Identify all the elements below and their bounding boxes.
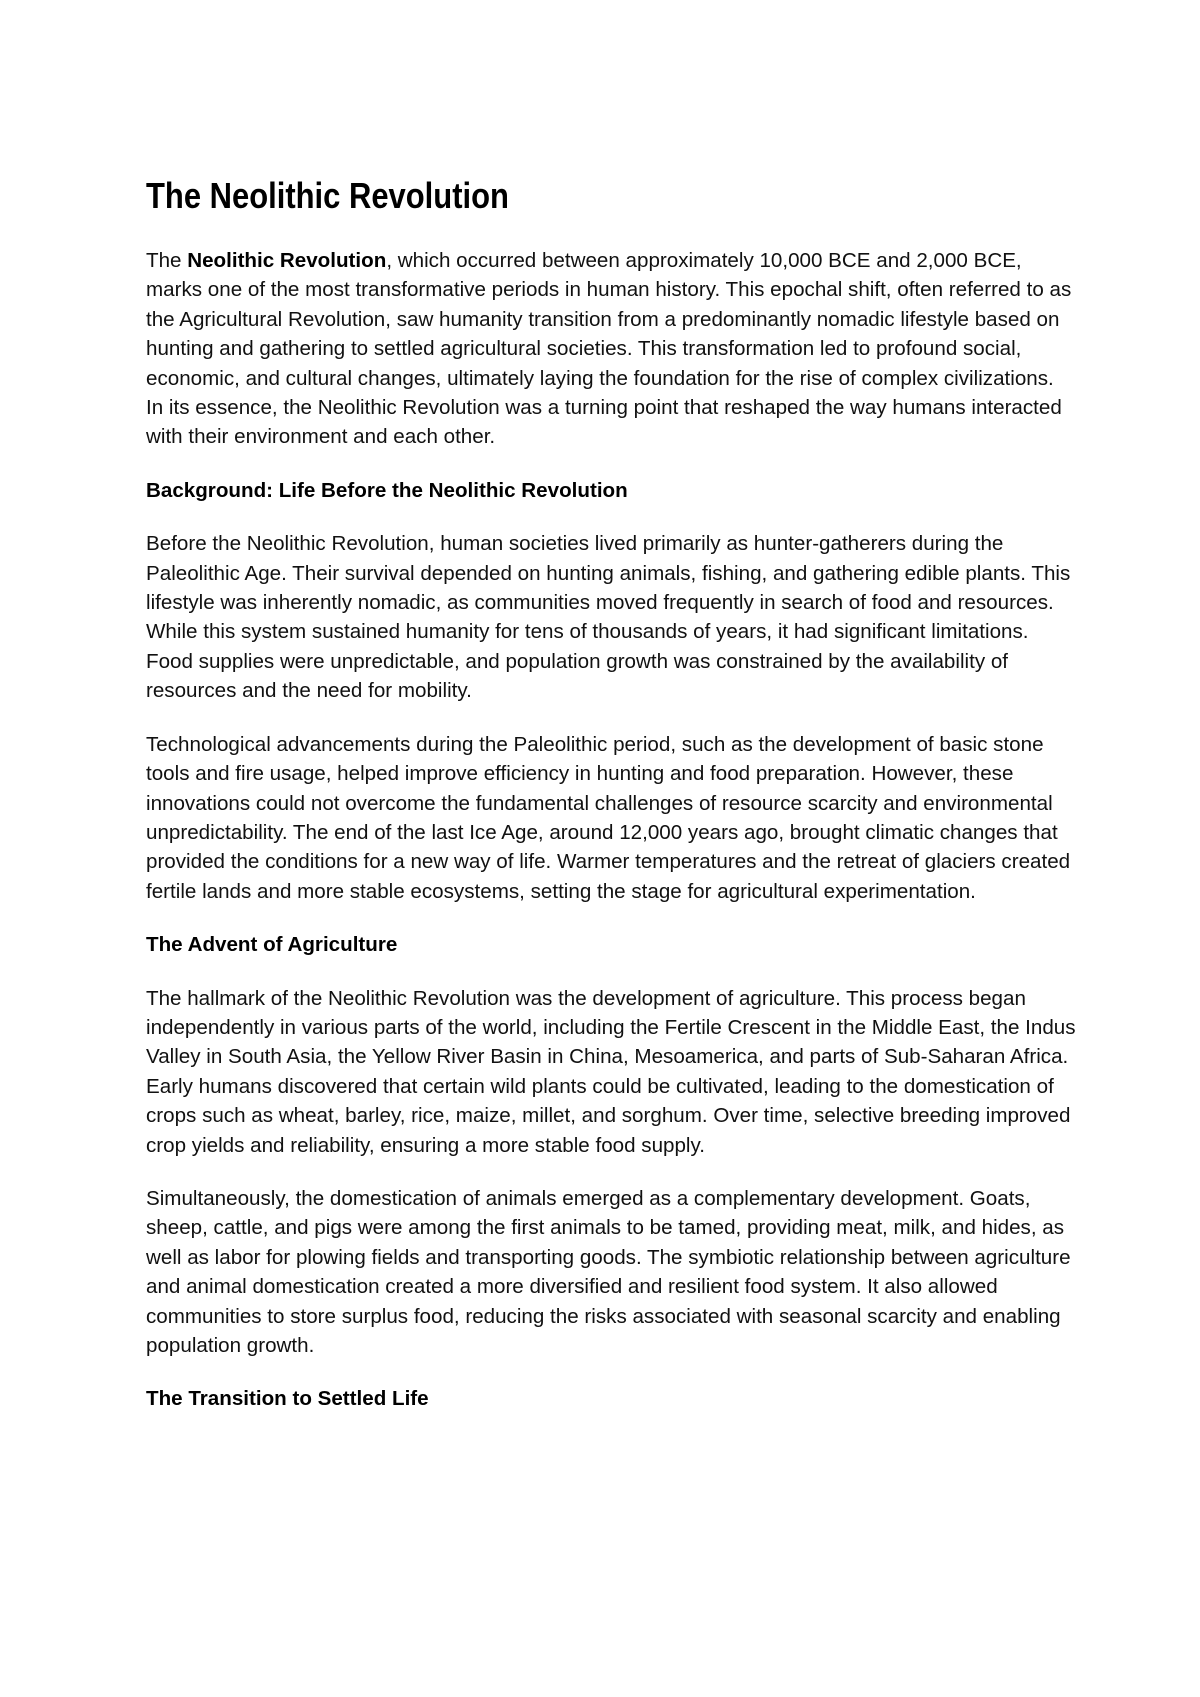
paragraph-agriculture-1: The hallmark of the Neolithic Revolution was the development of agriculture. This process began independently in various parts of the world, including the Fertile Crescent in the Middle East, the Indus Valley in South Asia, the Yellow River Basin in China, Mesoamerica, and parts of Sub-Saharan Africa. Early humans discovered that certain wild plants could be cultivated, leading to the domestication of crops such as wheat, barley, rice, maize, millet, and sorghum. Over time, selective breeding improved crop yields and reliability, ensuring a more stable food supply. <box>146 986 1076 1157</box>
intro-lead: The <box>146 249 188 272</box>
section-heading-background: Background: Life Before the Neolithic Revolution <box>146 478 628 502</box>
paragraph-background-1: Before the Neolithic Revolution, human societies lived primarily as hunter-gatherers during the Paleolithic Age. Their survival depended on hunting animals, fishing, and gathering edible plants. This lifestyle was inherently nomadic, as communities moved frequently in search of food and resources. While this system sustained humanity for tens of thousands of years, it had significant limitations. Food supplies were unpredictable, and population growth was constrained by the availability of resources and the need for mobility. <box>146 532 1071 703</box>
section-heading-advent-of-agriculture: The Advent of Agriculture <box>146 933 398 957</box>
section-heading-transition-to-settled-life: The Transition to Settled Life <box>146 1387 429 1411</box>
intro-rest: , which occurred between approximately 10,000 BCE and 2,000 BCE, marks one of the most transformative periods in human history. This epochal shift, often referred to as the Agricultural Revolution, saw humanity transition from a predominantly nomadic lifestyle based on hunting and gathering to settled agricultural societies. This transformation led to profound social, economic, and cultural changes, ultimately laying the foundation for the rise of complex civilizations. In its essence, the Neolithic Revolution was a turning point that reshaped the way humans interacted with their environment and each other. <box>146 249 1072 449</box>
paragraph-agriculture-2: Simultaneously, the domestication of animals emerged as a complementary development. Goats, sheep, cattle, and pigs were among the first animals to be tamed, providing meat, milk, and hides, as well as labor for plowing fields and transporting goods. The symbiotic relationship between agriculture and animal domestication created a more diversified and resilient food system. It also allowed communities to store surplus food, reducing the risks associated with seasonal scarcity and enabling population growth. <box>146 1186 1071 1357</box>
intro-paragraph <box>146 246 1076 452</box>
document-body <box>146 174 1076 1438</box>
document-title: The Neolithic Revolution <box>146 175 509 216</box>
paragraph-background-2: Technological advancements during the Paleolithic period, such as the development of basic stone tools and fire usage, helped improve efficiency in hunting and food preparation. However, these innovations could not overcome the fundamental challenges of resource scarcity and environmental unpredictability. The end of the last Ice Age, around 12,000 years ago, brought climatic changes that provided the conditions for a new way of life. Warmer temperatures and the retreat of glaciers created fertile lands and more stable ecosystems, setting the stage for agricultural experimentation. <box>146 732 1071 903</box>
intro-bold-term: Neolithic Revolution <box>187 249 387 272</box>
